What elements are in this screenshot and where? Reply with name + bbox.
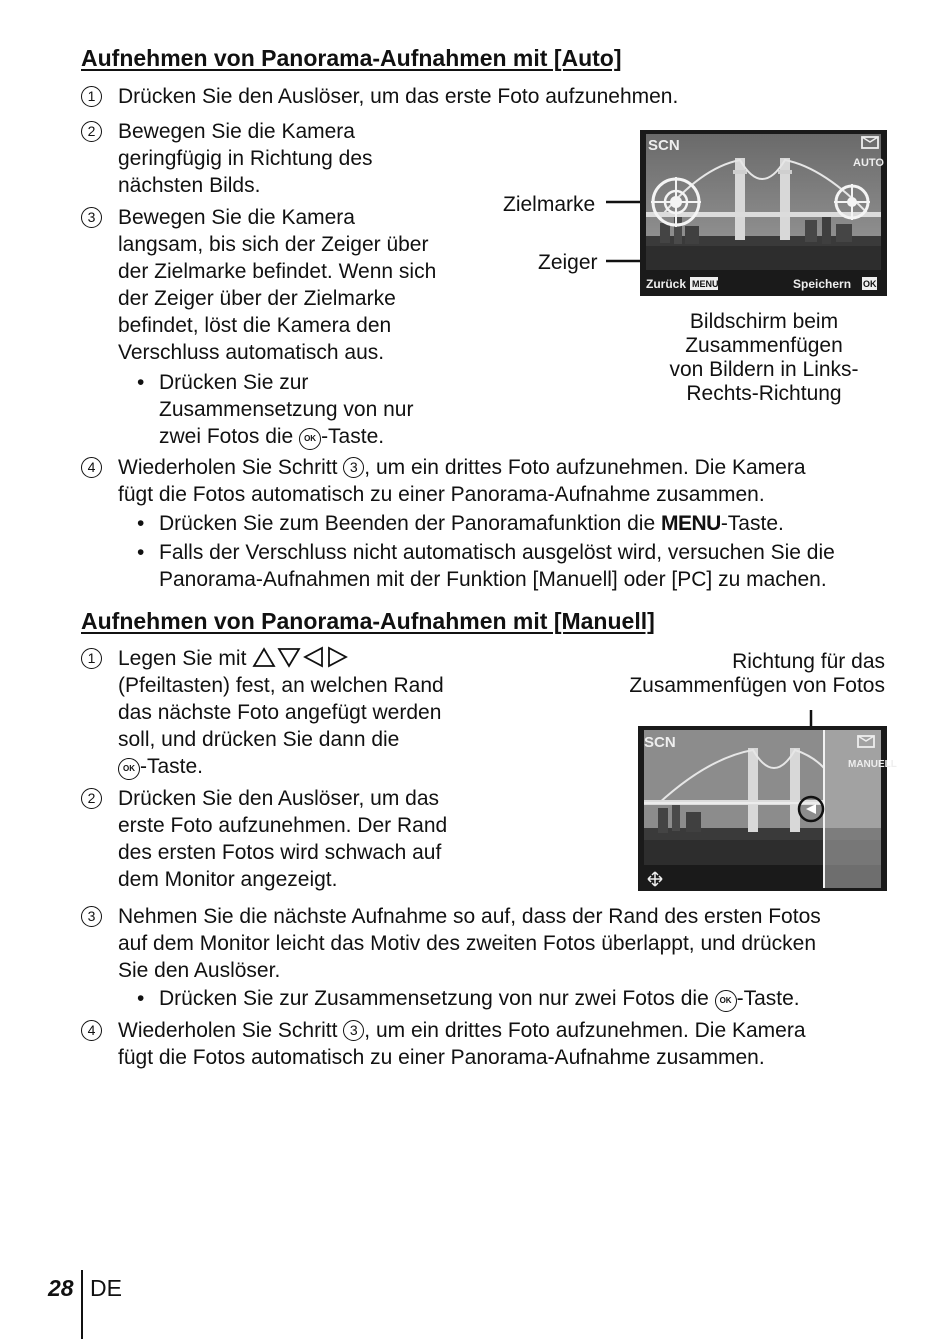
- text-line: [159, 423, 413, 450]
- caption-line: Rechts-Richtung: [686, 382, 842, 405]
- text-line: • Falls der Verschluss nicht automatisch ausgelöst wird, versuchen Sie die: [159, 541, 835, 564]
- menu-button-label: MENU: [660, 512, 721, 535]
- text-fragment: Drücken Sie zum Beenden der Panoramafunktion die: [159, 512, 661, 535]
- auto-step-2-number: [81, 118, 102, 145]
- auto-step-1: [81, 83, 102, 110]
- caption-line: Zusammenfügen von Fotos: [629, 674, 885, 697]
- screen-back-label: Zurück: [646, 277, 687, 291]
- step-number: 4: [81, 1020, 102, 1041]
- step-number: 3: [81, 906, 102, 927]
- caption-line: Richtung für das: [732, 650, 885, 673]
- manual-step-1-text: [118, 645, 444, 780]
- screen-scn-label: SCN: [648, 137, 680, 154]
- page-number: 28: [48, 1275, 74, 1301]
- text-line: Zusammensetzung von nur: [159, 398, 414, 421]
- language-code: DE: [90, 1275, 122, 1301]
- text-fragment: Wiederholen Sie Schritt: [118, 456, 344, 479]
- text-line: • Drücken Sie zur: [159, 371, 309, 394]
- text-line: Panorama-Aufnahmen mit der Funktion [Manuell] oder [PC] zu machen.: [159, 568, 827, 591]
- text-line: Sie den Auslöser.: [118, 959, 281, 982]
- bullet-fail: [159, 539, 835, 593]
- step-number: 1: [81, 86, 102, 107]
- text-line: das nächste Foto angefügt werden: [118, 701, 442, 724]
- text-line: befindet, löst die Kamera den: [118, 314, 392, 337]
- step-number: 1: [81, 648, 102, 669]
- caption-line: Bildschirm beim: [689, 310, 839, 333]
- text-line: des ersten Fotos wird schwach auf: [118, 841, 442, 864]
- ok-button-icon: OK: [118, 758, 140, 780]
- text-line: Bewegen Sie die Kamera: [118, 206, 355, 229]
- auto-step-2-text: [118, 118, 373, 199]
- text-line: fügt die Fotos automatisch zu einer Panorama-Aufnahme zusammen.: [118, 483, 765, 506]
- text-line: [118, 454, 806, 481]
- text-line: geringfügig in Richtung des: [118, 147, 373, 170]
- manual-step-2-text: [118, 785, 447, 893]
- auto-step-3-bullet: [159, 369, 413, 450]
- caption-line: Zusammenfügen: [685, 334, 843, 357]
- camera-screen-auto: [600, 128, 890, 298]
- text-line: Verschluss automatisch aus.: [118, 341, 385, 364]
- screen-mode-auto: AUTO: [853, 157, 884, 169]
- auto-step-1-text: Drücken Sie den Auslöser, um das erste Foto aufzunehmen.: [118, 85, 679, 108]
- text-fragment: Wiederholen Sie Schritt: [118, 1019, 344, 1042]
- text-fragment: , um ein drittes Foto aufzunehmen. Die Kamera: [364, 1019, 806, 1042]
- screen-menu-key: MENU: [692, 279, 719, 289]
- auto-step-3-number: [81, 204, 102, 231]
- text-fragment: -Taste.: [720, 512, 784, 535]
- text-line: soll, und drücken Sie dann die: [118, 728, 400, 751]
- step-number: 2: [81, 788, 102, 809]
- ok-button-icon: OK: [715, 990, 737, 1012]
- label-pointer: Zeiger: [538, 251, 598, 274]
- auto-step-4-number: [81, 454, 102, 481]
- auto-step-4-text: [118, 454, 806, 508]
- camera-screen-manual: [638, 708, 897, 892]
- step-number: 4: [81, 457, 102, 478]
- text-line: Bewegen Sie die Kamera: [118, 120, 355, 143]
- heading-auto: Aufnehmen von Panorama-Aufnahmen mit [Auto]: [81, 45, 622, 71]
- text-line: der Zeiger über der Zielmarke: [118, 287, 396, 310]
- step-reference: 3: [343, 457, 364, 478]
- text-fragment: Legen Sie mit: [118, 647, 253, 670]
- text-line: dem Monitor angezeigt.: [118, 868, 338, 891]
- screen-mode-manual: MANUELL: [848, 759, 897, 770]
- heading-manual: Aufnehmen von Panorama-Aufnahmen mit [Manuell]: [81, 608, 655, 634]
- screen-scn-label: SCN: [644, 734, 676, 751]
- manual-step-3-text: [118, 903, 821, 984]
- text-line: [118, 753, 444, 780]
- text-line: erste Foto aufzunehmen. Der Rand: [118, 814, 448, 837]
- manual-step-3-number: [81, 903, 102, 930]
- step-number: 2: [81, 121, 102, 142]
- manual-step-1-number: [81, 645, 102, 672]
- figure-caption-manual: [600, 650, 885, 698]
- caption-line: von Bildern in Links-: [669, 358, 859, 381]
- screen-ok-key: OK: [863, 279, 877, 289]
- text-line: der Zielmarke befindet. Wenn sich: [118, 260, 437, 283]
- manual-step-4-number: [81, 1017, 102, 1044]
- text-line: auf dem Monitor leicht das Motiv des zweiten Fotos überlappt, und drücken: [118, 932, 817, 955]
- text-fragment: -Taste.: [321, 425, 385, 448]
- footer-divider: [81, 1270, 83, 1339]
- text-fragment: -Taste.: [140, 755, 204, 778]
- text-line: langsam, bis sich der Zeiger über: [118, 233, 429, 256]
- arrow-keys-icon: [252, 646, 352, 668]
- label-target-mark: Zielmarke: [503, 193, 596, 216]
- manual-step-2-number: [81, 785, 102, 812]
- text-line: nächsten Bilds.: [118, 174, 261, 197]
- step-number: 3: [81, 207, 102, 228]
- text-fragment: -Taste.: [736, 987, 800, 1010]
- bullet-menu: [159, 510, 784, 537]
- text-line: fügt die Fotos automatisch zu einer Panorama-Aufnahme zusammen.: [118, 1046, 765, 1069]
- text-line: (Pfeiltasten) fest, an welchen Rand: [118, 674, 444, 697]
- text-line: [118, 645, 444, 672]
- step-reference: 3: [343, 1020, 364, 1041]
- text-fragment: Drücken Sie zur Zusammensetzung von nur zwei Fotos die: [159, 987, 715, 1010]
- figure-caption-auto: [640, 310, 888, 406]
- screen-save-label: Speichern: [793, 277, 852, 291]
- text-fragment: , um ein drittes Foto aufzunehmen. Die Kamera: [364, 456, 806, 479]
- auto-step-3-text: [118, 204, 436, 366]
- manual-step-4-text: [118, 1017, 806, 1071]
- text-fragment: zwei Fotos die: [159, 425, 300, 448]
- manual-step-3-bullet: [159, 985, 800, 1012]
- text-line: Drücken Sie den Auslöser, um das: [118, 787, 440, 810]
- ok-button-icon: OK: [299, 428, 321, 450]
- text-line: [118, 1017, 806, 1044]
- text-line: Nehmen Sie die nächste Aufnahme so auf, dass der Rand des ersten Fotos: [118, 905, 821, 928]
